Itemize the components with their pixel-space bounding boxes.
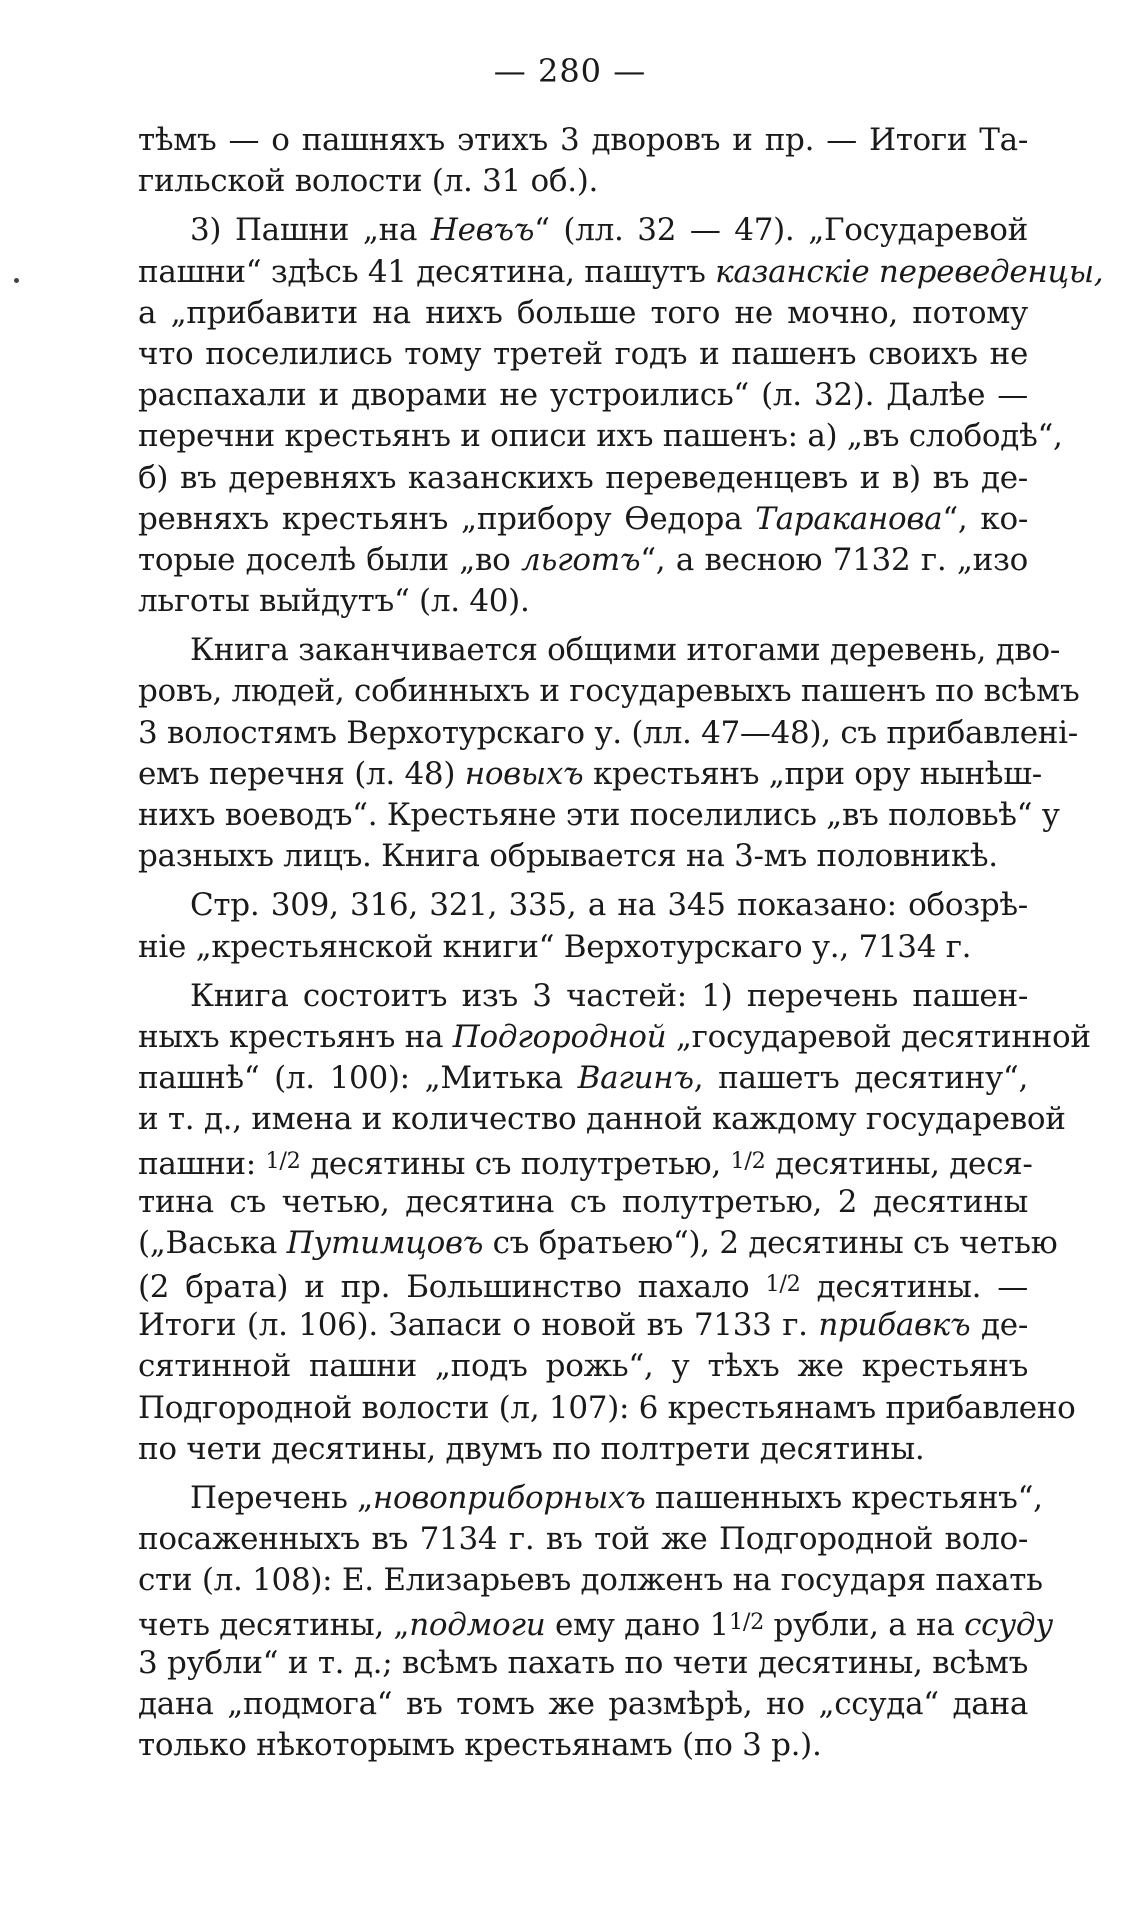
text-line	[138, 1602, 1053, 1643]
italic-run: Подгородной	[452, 1018, 667, 1055]
text-run: тина съ четью, десятина съ полутретью, 2 десятины	[138, 1183, 1028, 1220]
text-run: пашни:	[138, 1145, 266, 1182]
text-line	[138, 713, 1078, 754]
text-line	[138, 1223, 1058, 1264]
text-run: ревняхъ крестьянъ „прибору Ѳедора	[138, 500, 756, 537]
text-line	[138, 293, 1028, 334]
text-line	[138, 210, 1028, 251]
paragraph-gap	[138, 968, 1028, 976]
italic-run: подмоги	[409, 1606, 546, 1643]
text-run: распахали и дворами не устроились“ (л. 32). Далѣе —	[138, 377, 1028, 414]
text-run: льготы выйдутъ“ (л. 40).	[138, 583, 530, 620]
text-run: десятины, деся-	[765, 1145, 1033, 1182]
body-text	[138, 120, 1104, 1766]
italic-run: Путимцовъ	[286, 1224, 484, 1261]
text-run: сятинной пашни „подъ рожь“, у тѣхъ же крестьянъ	[138, 1348, 1028, 1385]
paragraph	[138, 1478, 1053, 1766]
text-run: Книга состоитъ изъ 3 частей: 1) перечень пашен-	[190, 977, 1028, 1014]
text-run: Итоги (л. 106). Запаси о новой въ 7133 г.	[138, 1307, 819, 1344]
text-line	[138, 1182, 1028, 1223]
text-line	[138, 976, 1028, 1017]
text-line	[138, 754, 1042, 795]
text-run: а „прибавити на нихъ больше того не мочно, потому	[138, 294, 1028, 331]
text-run: емъ перечня (л. 48)	[138, 755, 465, 792]
text-line	[138, 1725, 1028, 1766]
text-line	[138, 458, 1028, 499]
paragraph-gap	[138, 877, 1028, 885]
text-run: только нѣкоторымъ крестьянамъ (по 3 р.).	[138, 1727, 822, 1764]
italic-run: льготъ	[521, 541, 641, 578]
text-line	[138, 1017, 1091, 1058]
text-run: пашни“ здѣсь 41 десятина, пашутъ	[138, 253, 716, 290]
italic-run: новоприборныхъ	[372, 1480, 646, 1516]
text-line	[138, 375, 1028, 416]
text-run: ныхъ крестьянъ на	[138, 1018, 453, 1055]
text-line	[138, 540, 1028, 581]
text-run: Подгородной волости (л, 107): 6 крестьянамъ прибавлено	[138, 1389, 1076, 1426]
text-run: 3) Пашни „на	[190, 212, 431, 249]
text-line	[138, 120, 1028, 161]
text-run: “ (лл. 32 — 47). „Государевой	[534, 212, 1029, 249]
text-line	[138, 334, 1028, 375]
text-run: Книга заканчивается общими итогами деревень, дво-	[190, 632, 1061, 669]
italic-run: новыхъ	[464, 755, 584, 792]
text-line	[138, 416, 1063, 457]
text-run: “, а весною 7132 г. „изо	[640, 541, 1028, 578]
text-run: и т. д., имена и количество данной каждому государевой	[138, 1101, 1066, 1138]
text-line	[138, 1346, 1028, 1387]
text-line	[138, 1264, 1028, 1305]
paragraph	[138, 885, 1028, 967]
text-run: сти (л. 108): Е. Елизарьевъ долженъ на государя пахать	[138, 1562, 1043, 1599]
text-line	[138, 885, 1028, 926]
paragraph-gap	[138, 1470, 1028, 1478]
text-run: ровъ, людей, собинныхъ и государевыхъ пашенъ по всѣмъ	[138, 673, 1080, 710]
text-run: что поселились тому третей годъ и пашенъ своихъ не	[138, 335, 1028, 372]
italic-run: Невъъ	[430, 212, 535, 249]
text-line	[138, 1058, 1028, 1099]
text-line	[138, 630, 1061, 671]
text-run: 3 рубли“ и т. д.; всѣмъ пахать по чети десятины, всѣмъ	[138, 1644, 1028, 1681]
text-run: рубли, а на	[763, 1606, 965, 1643]
text-run: четь десятины, „	[138, 1606, 410, 1643]
text-run: десятины съ полутретью,	[300, 1145, 731, 1182]
text-run: дана „подмога“ въ томъ же размѣрѣ, но „ссуда“ дана	[138, 1685, 1028, 1722]
text-line	[138, 1684, 1028, 1725]
text-line	[138, 836, 1028, 877]
italic-run: казанскіе переведенцы,	[715, 253, 1104, 290]
text-run: „государевой десятинной	[666, 1018, 1091, 1055]
text-line	[138, 1429, 1028, 1470]
text-run: , пашетъ десятину“,	[693, 1060, 1028, 1097]
text-run: съ братьею“), 2 десятины съ четью	[483, 1224, 1058, 1261]
text-run: перечни крестьянъ и описи ихъ пашенъ: а) „въ слободѣ“,	[138, 418, 1063, 455]
text-run: де-	[970, 1307, 1028, 1344]
text-run: торые доселѣ были „во	[138, 541, 522, 578]
text-run: по чети десятины, двумъ по полтрети десятины.	[138, 1430, 925, 1467]
text-run: нiе „крестьянской книги“ Верхотурскаго у., 7134 г.	[138, 928, 972, 965]
text-run: десятины. —	[800, 1269, 1028, 1306]
text-line	[138, 795, 1060, 836]
fraction: 1/2	[728, 1608, 764, 1635]
margin-dot	[14, 278, 19, 283]
text-run: гильской волости (л. 31 об.).	[138, 163, 599, 200]
text-run: ему дано 1	[545, 1606, 729, 1643]
text-line	[138, 499, 1028, 540]
text-line	[138, 671, 1080, 712]
text-run: пашнѣ“ (л. 100): „Митька	[138, 1060, 578, 1097]
text-line	[138, 581, 1028, 622]
text-line	[138, 252, 1104, 293]
paragraph-gap	[138, 202, 1028, 210]
text-line	[138, 1643, 1028, 1684]
text-line	[138, 927, 1028, 968]
text-line	[138, 1388, 1076, 1429]
paragraph	[138, 120, 1028, 202]
paragraph-gap	[138, 622, 1028, 630]
fraction: 1/2	[765, 1271, 801, 1298]
page-number: — 280 —	[493, 52, 647, 90]
italic-run: Вагинъ	[577, 1060, 694, 1097]
fraction: 1/2	[265, 1147, 301, 1174]
text-line	[138, 1478, 1043, 1519]
text-line	[138, 161, 1028, 202]
italic-run: прибавкъ	[818, 1307, 971, 1344]
text-run: Перечень „	[190, 1480, 373, 1516]
paragraph	[138, 976, 1091, 1470]
text-run: 3 волостямъ Верхотурскаго у. (лл. 47—48), съ прибавленi-	[138, 714, 1078, 751]
italic-run: ссуду	[964, 1606, 1053, 1643]
text-line	[138, 1099, 1066, 1140]
text-line	[138, 1519, 1028, 1560]
text-run: крестьянъ „при ору нынѣш-	[583, 755, 1042, 792]
text-line	[138, 1560, 1043, 1601]
italic-run: Тараканова	[755, 500, 943, 537]
text-run: “, ко-	[942, 500, 1028, 537]
text-run: разныхъ лицъ. Книга обрывается на 3-мъ половникѣ.	[138, 838, 998, 875]
paragraph	[138, 210, 1104, 622]
text-run: нихъ воеводъ“. Крестьяне эти поселились „въ половьѣ“ у	[138, 797, 1060, 833]
text-run: посаженныхъ въ 7134 г. въ той же Подгородной воло-	[138, 1521, 1028, 1558]
text-run: (2 брата) и пр. Большинство пахало	[138, 1269, 766, 1306]
text-line	[138, 1305, 1028, 1346]
fraction: 1/2	[730, 1147, 766, 1174]
paragraph	[138, 630, 1080, 877]
text-run: („Васька	[138, 1224, 287, 1261]
text-line	[138, 1141, 1033, 1182]
text-run: б) въ деревняхъ казанскихъ переведенцевъ и в) въ де-	[138, 459, 1028, 496]
text-run: пашенныхъ крестьянъ“,	[645, 1480, 1043, 1516]
text-run: Стр. 309, 316, 321, 335, а на 345 показано: обозрѣ-	[190, 887, 1028, 924]
text-run: тѣмъ — о пашняхъ этихъ 3 дворовъ и пр. — Итоги Та-	[138, 122, 1028, 158]
